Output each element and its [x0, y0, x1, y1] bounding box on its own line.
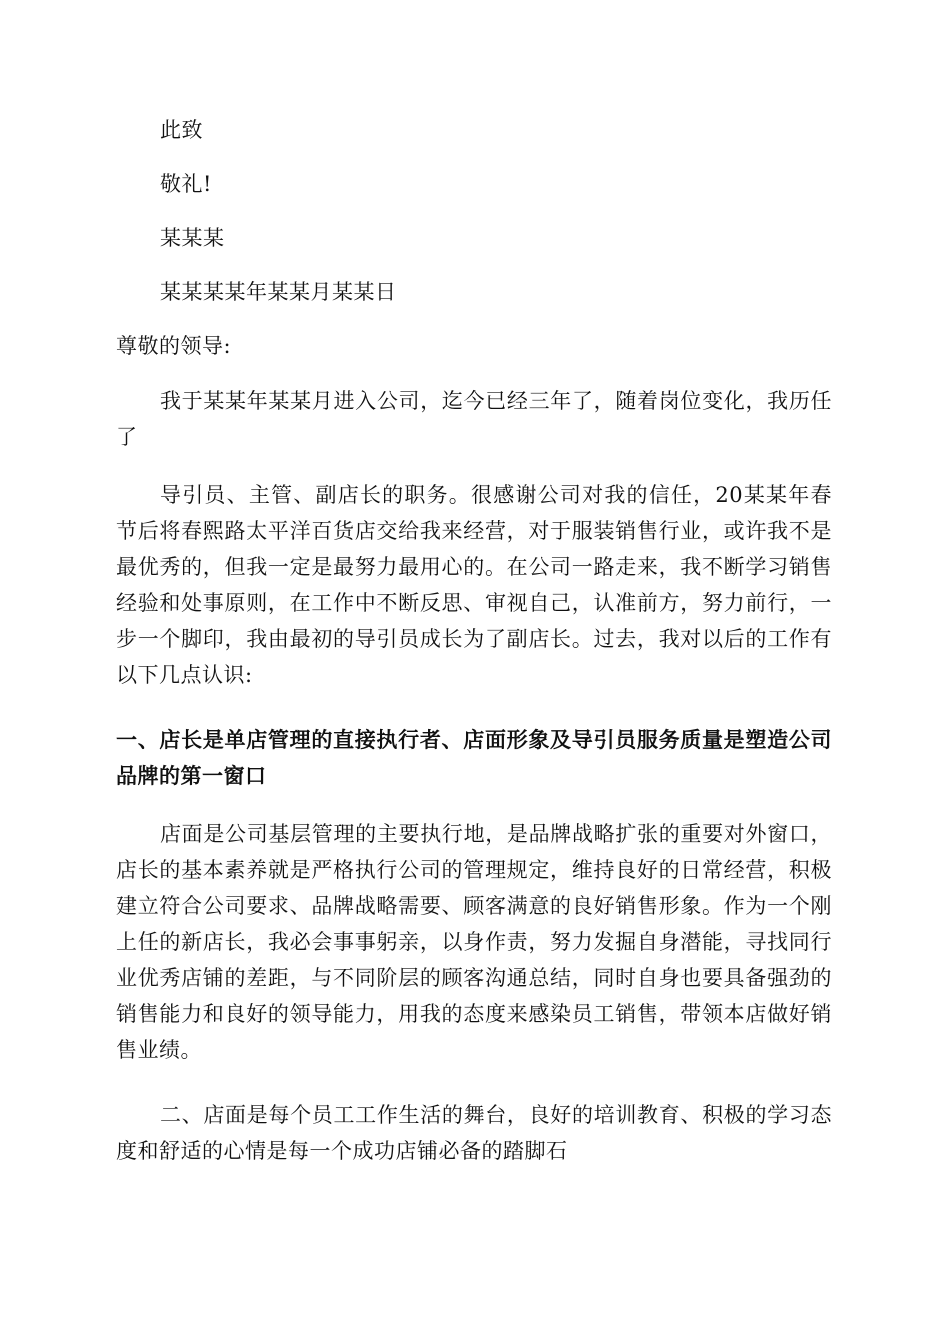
intro-paragraph-1: 我于某某年某某月进入公司，迄今已经三年了，随着岗位变化，我历任了	[116, 389, 832, 449]
salutation: 尊敬的领导:	[116, 334, 232, 358]
section-1-heading: 一、店长是单店管理的直接执行者、店面形象及导引员服务质量是塑造公司品牌的第一窗口	[116, 728, 832, 788]
closing-jingli: 敬礼!	[160, 172, 212, 196]
signature-name: 某某某	[160, 226, 225, 250]
section-2-heading: 二、店面是每个员工工作生活的舞台，良好的培训教育、积极的学习态度和舒适的心情是每一个成功店铺必备的踏脚石	[116, 1103, 832, 1163]
signature-date: 某某某某年某某月某某日	[160, 280, 397, 304]
section-1-body: 店面是公司基层管理的主要执行地，是品牌战略扩张的重要对外窗口，店长的基本素养就是严格执行公司的管理规定，维持良好的日常经营，积极建立符合公司要求、品牌战略需要、顾客满意的良好销售形象。作为一个刚上任的新店长，我必会事事躬亲，以身作责，努力发掘自身潜能，寻找同行业优秀店铺的差距，与不同阶层的顾客沟通总结，同时自身也要具备强劲的销售能力和良好的领导能力，用我的态度来感染员工销售，带领本店做好销售业绩。	[116, 822, 832, 1062]
closing-cizhi: 此致	[160, 118, 203, 142]
intro-paragraph-2: 导引员、主管、副店长的职务。很感谢公司对我的信任，20某某年春节后将春熙路太平洋百货店交给我来经营，对于服装销售行业，或许我不是最优秀的，但我一定是最努力最用心的。在公司一路走来，我不断学习销售经验和处事原则，在工作中不断反思、审视自己，认准前方，努力前行，一步一个脚印，我由最初的导引员成长为了副店长。过去，我对以后的工作有以下几点认识:	[116, 483, 832, 687]
